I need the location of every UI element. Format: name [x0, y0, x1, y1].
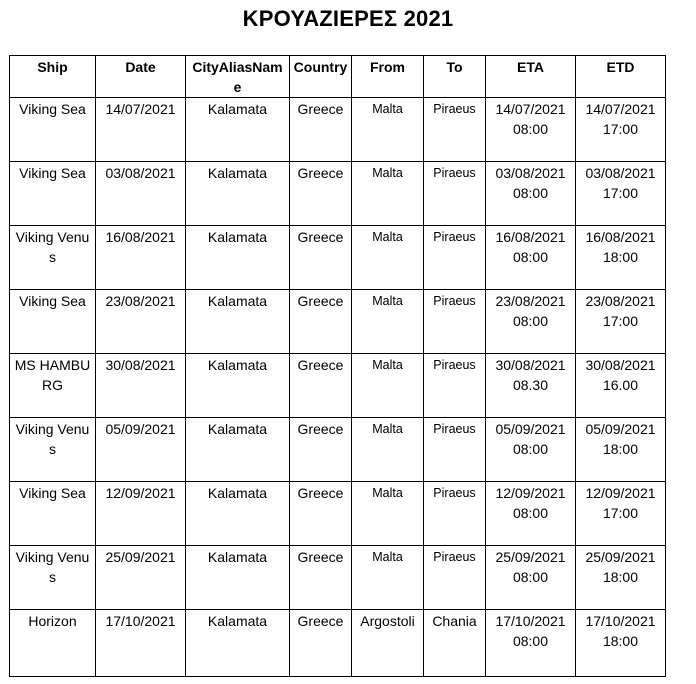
- cell-etd: [576, 162, 666, 226]
- cell-etd-time: 18:00: [602, 249, 639, 265]
- cell-etd-time: 18:00: [602, 633, 639, 649]
- cell-city: Kalamata: [186, 418, 290, 482]
- cell-eta-time: 08.30: [512, 377, 549, 393]
- cell-eta-time: 08:00: [512, 121, 549, 137]
- cell-country: Greece: [290, 610, 352, 677]
- cell-to: Piraeus: [424, 290, 486, 354]
- table-row: [10, 482, 666, 546]
- cell-eta-date: 16/08/2021: [495, 229, 566, 245]
- cell-ship: Viking Venus: [10, 546, 96, 610]
- cell-country: Greece: [290, 482, 352, 546]
- cell-to: Piraeus: [424, 226, 486, 290]
- cell-etd-date: 12/09/2021: [585, 485, 656, 501]
- cell-date: 14/07/2021: [96, 98, 186, 162]
- cell-eta-date: 17/10/2021: [495, 613, 566, 629]
- cell-country: Greece: [290, 226, 352, 290]
- cell-to: Chania: [424, 610, 486, 677]
- table-row: [10, 418, 666, 482]
- cell-to: Piraeus: [424, 546, 486, 610]
- cell-etd-time: 17:00: [602, 505, 639, 521]
- cruise-schedule-table: [9, 55, 666, 677]
- cell-date: 25/09/2021: [96, 546, 186, 610]
- cell-date: 30/08/2021: [96, 354, 186, 418]
- column-header-from: From: [352, 56, 424, 98]
- table-row: [10, 162, 666, 226]
- column-header-ship: Ship: [10, 56, 96, 98]
- column-header-date: Date: [96, 56, 186, 98]
- cell-ship: Viking Sea: [10, 290, 96, 354]
- cell-from: Malta: [352, 98, 424, 162]
- cell-from: Malta: [352, 546, 424, 610]
- cell-country: Greece: [290, 418, 352, 482]
- column-header-to: To: [424, 56, 486, 98]
- cell-city: Kalamata: [186, 546, 290, 610]
- cell-date: 16/08/2021: [96, 226, 186, 290]
- cell-country: Greece: [290, 98, 352, 162]
- cell-city: Kalamata: [186, 290, 290, 354]
- table-row: [10, 610, 666, 677]
- cell-eta: [486, 98, 576, 162]
- cell-from: Malta: [352, 290, 424, 354]
- cell-country: Greece: [290, 354, 352, 418]
- cell-eta-date: 30/08/2021: [495, 357, 566, 373]
- cell-etd: [576, 226, 666, 290]
- cell-date: 12/09/2021: [96, 482, 186, 546]
- cell-etd: [576, 354, 666, 418]
- column-header-etd: ETD: [576, 56, 666, 98]
- cell-eta: [486, 290, 576, 354]
- column-header-city: CityAliasName: [186, 56, 290, 98]
- cell-to: Piraeus: [424, 418, 486, 482]
- cell-city: Kalamata: [186, 610, 290, 677]
- cell-eta-date: 25/09/2021: [495, 549, 566, 565]
- cell-date: 05/09/2021: [96, 418, 186, 482]
- cell-eta-date: 23/08/2021: [495, 293, 566, 309]
- cell-etd-time: 17:00: [602, 121, 639, 137]
- cell-eta: [486, 226, 576, 290]
- table-row: [10, 290, 666, 354]
- cell-eta-time: 08:00: [512, 185, 549, 201]
- cell-eta-time: 08:00: [512, 505, 549, 521]
- cell-from: Malta: [352, 226, 424, 290]
- cell-to: Piraeus: [424, 482, 486, 546]
- cell-eta-time: 08:00: [512, 441, 549, 457]
- header-row: [10, 56, 666, 98]
- cell-eta-time: 08:00: [512, 633, 549, 649]
- cell-eta: [486, 354, 576, 418]
- cell-eta: [486, 610, 576, 677]
- cell-eta-time: 08:00: [512, 569, 549, 585]
- cell-to: Piraeus: [424, 162, 486, 226]
- cell-etd-date: 16/08/2021: [585, 229, 656, 245]
- cell-eta-date: 03/08/2021: [495, 165, 566, 181]
- cell-etd-date: 03/08/2021: [585, 165, 656, 181]
- cell-ship: Viking Venus: [10, 226, 96, 290]
- cell-ship: Viking Sea: [10, 162, 96, 226]
- cell-city: Kalamata: [186, 482, 290, 546]
- cell-etd: [576, 610, 666, 677]
- cell-date: 23/08/2021: [96, 290, 186, 354]
- cell-etd: [576, 482, 666, 546]
- cell-from: Malta: [352, 354, 424, 418]
- cell-etd-date: 30/08/2021: [585, 357, 656, 373]
- cell-etd: [576, 290, 666, 354]
- cell-etd: [576, 546, 666, 610]
- cell-etd: [576, 418, 666, 482]
- cell-from: Malta: [352, 162, 424, 226]
- cell-city: Kalamata: [186, 226, 290, 290]
- cell-etd-date: 25/09/2021: [585, 549, 656, 565]
- cell-etd-time: 17:00: [602, 313, 639, 329]
- cell-country: Greece: [290, 290, 352, 354]
- cell-from: Argostoli: [352, 610, 424, 677]
- cell-city: Kalamata: [186, 98, 290, 162]
- cell-etd-time: 17:00: [602, 185, 639, 201]
- cell-ship: MS HAMBURG: [10, 354, 96, 418]
- cell-eta-date: 12/09/2021: [495, 485, 566, 501]
- cell-etd-date: 23/08/2021: [585, 293, 656, 309]
- cell-etd-date: 14/07/2021: [585, 101, 656, 117]
- cell-country: Greece: [290, 162, 352, 226]
- cell-eta: [486, 546, 576, 610]
- cell-etd-time: 18:00: [602, 569, 639, 585]
- cell-eta-date: 14/07/2021: [495, 101, 566, 117]
- cell-to: Piraeus: [424, 354, 486, 418]
- cell-ship: Viking Sea: [10, 98, 96, 162]
- cell-date: 17/10/2021: [96, 610, 186, 677]
- cell-etd-time: 16.00: [602, 377, 639, 393]
- cell-city: Kalamata: [186, 354, 290, 418]
- cell-eta: [486, 162, 576, 226]
- cell-eta-date: 05/09/2021: [495, 421, 566, 437]
- cell-from: Malta: [352, 418, 424, 482]
- cell-etd: [576, 98, 666, 162]
- table-row: [10, 226, 666, 290]
- table-row: [10, 98, 666, 162]
- cell-etd-date: 05/09/2021: [585, 421, 656, 437]
- cell-eta: [486, 482, 576, 546]
- cell-city: Kalamata: [186, 162, 290, 226]
- cell-date: 03/08/2021: [96, 162, 186, 226]
- table-row: [10, 546, 666, 610]
- cell-ship: Viking Sea: [10, 482, 96, 546]
- cell-ship: Horizon: [10, 610, 96, 677]
- cell-ship: Viking Venus: [10, 418, 96, 482]
- page-title: ΚΡΟΥΑΖΙΕΡΕΣ 2021: [242, 6, 454, 31]
- table-row: [10, 354, 666, 418]
- cell-eta-time: 08:00: [512, 249, 549, 265]
- cell-eta-time: 08:00: [512, 313, 549, 329]
- cell-eta: [486, 418, 576, 482]
- cell-to: Piraeus: [424, 98, 486, 162]
- cell-etd-date: 17/10/2021: [585, 613, 656, 629]
- cell-etd-time: 18:00: [602, 441, 639, 457]
- cell-from: Malta: [352, 482, 424, 546]
- column-header-eta: ETA: [486, 56, 576, 98]
- column-header-country: Country: [290, 56, 352, 98]
- cell-country: Greece: [290, 546, 352, 610]
